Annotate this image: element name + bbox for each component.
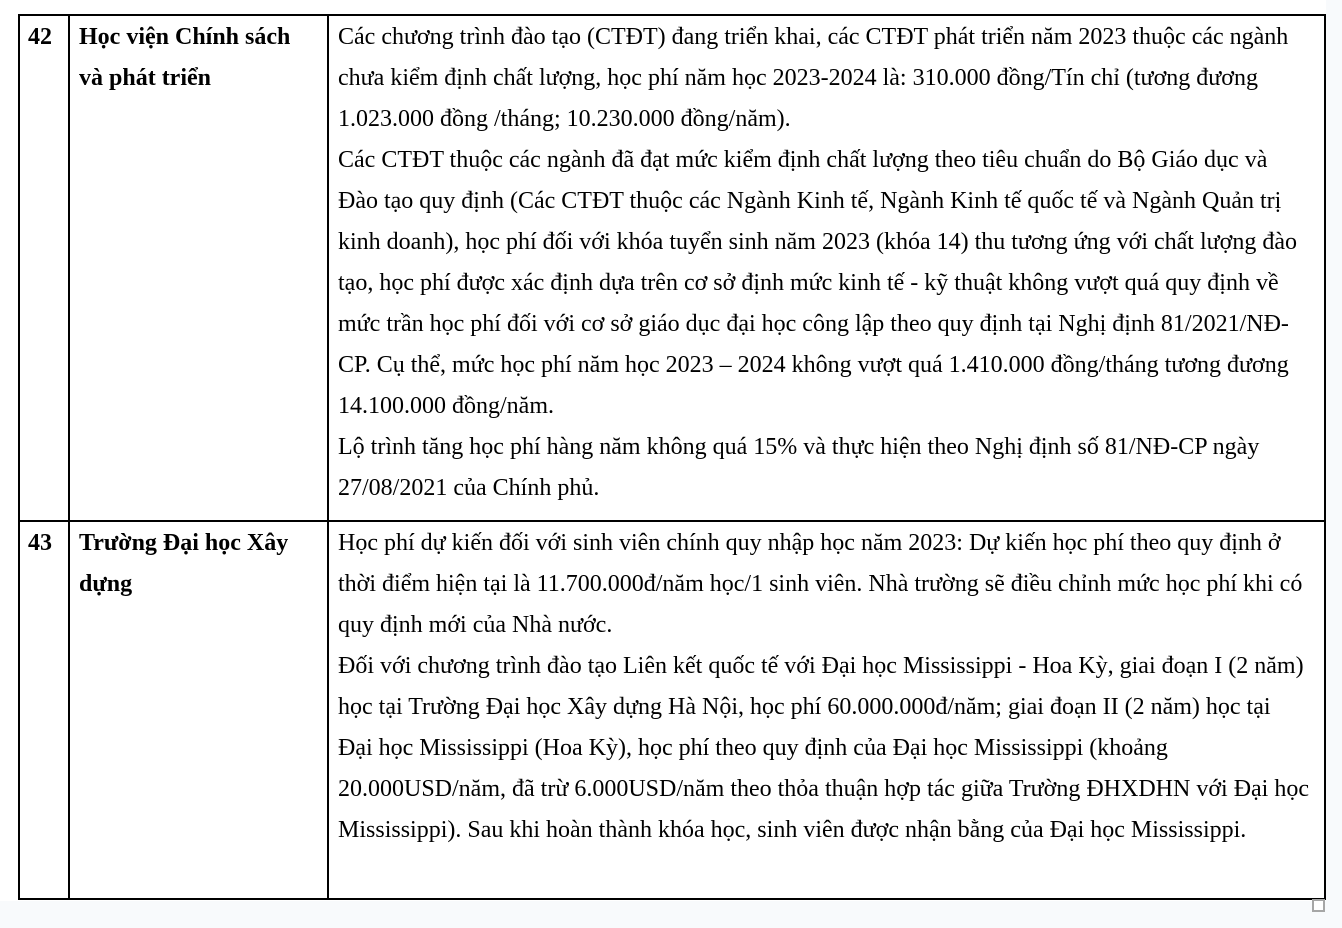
tuition-paragraph: Học phí dự kiến đối với sinh viên chính quy nhập học năm 2023: Dự kiến học phí theo quy định ở thời điểm hiện tại là 11.700.000đ/năm học/1 sinh viên. Nhà trường sẽ điều chỉnh mức học phí khi có quy định mới của Nhà nước. xyxy=(338,530,1303,638)
table-row xyxy=(19,15,1325,521)
tuition-paragraph: Các CTĐT thuộc các ngành đã đạt mức kiểm định chất lượng theo tiêu chuẩn do Bộ Giáo dục và Đào tạo quy định (Các CTĐT thuộc các Ngành Kinh tế, Ngành Kinh tế quốc tế và Ngành Quản trị kinh doanh), học phí đối với khóa tuyển sinh năm 2023 (khóa 14) thu tương ứng với chất lượng đào tạo, học phí được xác định dựa trên cơ sở định mức kinh tế - kỹ thuật không vượt quá quy định về mức trần học phí đối với cơ sở giáo dục đại học công lập theo quy định tại Nghị định 81/2021/NĐ-CP. Cụ thể, mức học phí năm học 2023 – 2024 không vượt quá 1.410.000 đồng/tháng tương đương 14.100.000 đồng/năm. xyxy=(338,147,1297,419)
tuition-fee-table xyxy=(18,14,1326,900)
tuition-paragraph: Các chương trình đào tạo (CTĐT) đang triển khai, các CTĐT phát triển năm 2023 thuộc các ngành chưa kiểm định chất lượng, học phí năm học 2023-2024 là: 310.000 đồng/Tín chỉ (tương đương 1.023.000 đồng /tháng; 10.230.000 đồng/năm). xyxy=(338,24,1289,132)
row-number: 43 xyxy=(28,530,52,556)
tuition-paragraph: Lộ trình tăng học phí hàng năm không quá 15% và thực hiện theo Nghị định số 81/NĐ-CP ngày 27/08/2021 của Chính phủ. xyxy=(338,434,1260,501)
university-name: Học viện Chính sách và phát triển xyxy=(79,24,291,91)
row-number-cell xyxy=(19,15,69,521)
app-background-bottom xyxy=(0,901,1342,928)
table-row xyxy=(19,521,1325,899)
tuition-paragraph: Đối với chương trình đào tạo Liên kết quốc tế với Đại học Mississippi - Hoa Kỳ, giai đoạn I (2 năm) học tại Trường Đại học Xây dựng Hà Nội, học phí 60.000.000đ/năm; giai đoạn II (2 năm) học tại Đại học Mississippi (Hoa Kỳ), học phí theo quy định của Đại học Mississippi (khoảng 20.000USD/năm, đã trừ 6.000USD/năm theo thỏa thuận hợp tác giữa Trường ĐHXDHN với Đại học Mississippi). Sau khi hoàn thành khóa học, sinh viên được nhận bằng của Đại học Mississippi. xyxy=(338,653,1310,843)
row-number-cell xyxy=(19,521,69,899)
table-resize-handle[interactable] xyxy=(1312,899,1325,912)
app-background-right xyxy=(1326,0,1342,928)
university-name-cell xyxy=(69,15,328,521)
university-name: Trường Đại học Xây dựng xyxy=(79,530,289,597)
description-cell xyxy=(328,15,1325,521)
description-cell xyxy=(328,521,1325,899)
row-number: 42 xyxy=(28,24,52,50)
university-name-cell xyxy=(69,521,328,899)
